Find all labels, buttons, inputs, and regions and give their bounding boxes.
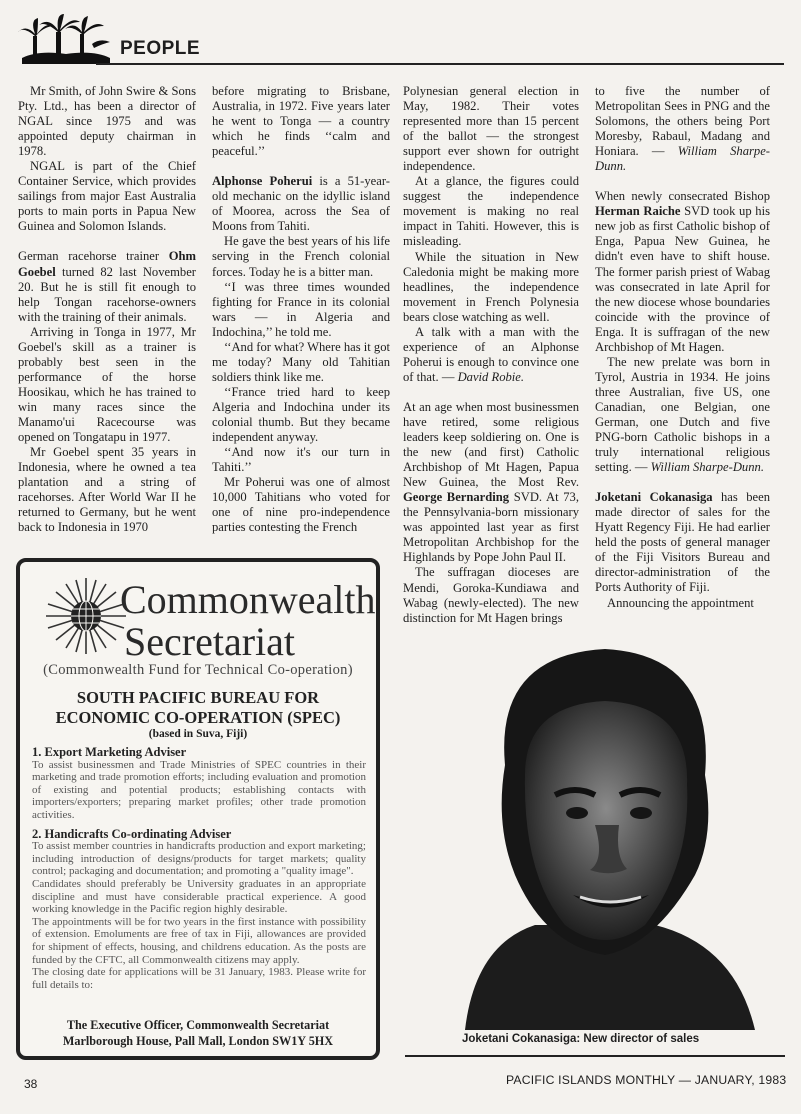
position-description: To assist businessmen and Trade Ministries of SPEC countries in their marketing and trade promotion efforts; including evaluation and promotion of existing and potential products; establishing contacts with importers/exporters; preparing market profiles; other trade promotion activities. [32,758,366,821]
ad-subtitle: (Commonwealth Fund for Technical Co-operation) [43,662,353,678]
paragraph: Arriving in Tonga in 1977, Mr Goebel's skill as a trainer is probably best seen in the performance of the horse Hoosikau, which he has trained to win many races since the Manamo'ui Racecourse was opened on Tongatapu in 1977. [18,324,196,445]
commonwealth-secretariat-advert [16,558,380,1060]
paragraph: Announcing the appointment [607,595,754,610]
paragraph: Mr Goebel spent 35 years in Indonesia, where he owned a tea plantation and a string of racehorses. After World War II he returned to Germany, but he went back to Indonesia in 1970 [18,445,196,535]
magazine-footer: PACIFIC ISLANDS MONTHLY — JANUARY, 1983 [506,1073,787,1087]
article-column-3 [403,84,579,626]
paragraph: Alphonse Poherui is a 51-year-old mechanic on the idyllic island of Moorea, across the Sea of Moons from Tahiti. [212,174,390,234]
person-name: Ohm Goebel [18,249,196,279]
palm-tree-island-logo-icon [18,14,114,64]
ad-terms: The appointments will be for two years in the first instance with possibility of extension. Emoluments are free of tax in Fiji, allowances are provided for shipment of effects, housing, and childrens education. As the posts are funded by the CFTC, all Commonwealth citizens may apply. [32,915,366,966]
ad-location: (based in Suva, Fiji) [148,728,248,740]
paragraph: ‘‘And for what? Where has it got me today? Many old Tahitian soldiers think like me. [212,339,390,384]
commonwealth-globe-logo-icon [42,576,130,656]
paragraph: He gave the best years of his life serving in the French colonial forces. Today he is a bitter man. [212,234,390,279]
ad-heading-line1: SOUTH PACIFIC BUREAU FOR [76,688,320,707]
paragraph: to five the number of Metropolitan Sees in PNG and the Solomons, the others being Port Moresby, Rabaul, Madang and Honiara. — William Sharpe-Dunn. [595,84,770,174]
person-name: Joketani Cokanasiga [595,490,713,505]
paragraph: At a glance, the figures could suggest the independence movement is making no real impact in Tahiti. However, this is misleading. [403,174,579,249]
article-column-4 [595,84,770,611]
paragraph: German racehorse trainer Ohm Goebel turned 82 last November 20. But he is still fit enough to help Tongan racehorse-owners with the training of their animals. [18,249,196,324]
ad-body [32,746,366,991]
paragraph: At an age when most businessmen have retired, some religious leaders keep soldiering on. One is the new (and first) Catholic Archbishop of Mt Hagen, Papua New Guinea, the Most Rev. George Bernarding SVD. At 73, the Pennsylvania-born missionary was appointed last year as first Metropolitan Archbishop for the Highlands by Pope John Paul II. [403,399,579,565]
paragraph: ‘‘And now it's our turn in Tahiti.’’ [212,445,390,475]
byline: David Robie. [457,369,525,384]
ad-closing: The closing date for applications will be 31 January, 1983. Please write for full details to: [32,966,366,991]
paragraph: The new prelate was born in Tyrol, Austria in 1934. He joins three Australian, five US, one Canadian, one Belgian, one German, one Dutch and five PNG-born Catholic bishops in a truly international religious setting. — William Sharpe-Dunn. [595,354,770,475]
paragraph: before migrating to Brisbane, Australia, in 1972. Five years later he went to Tonga — a country which he finds ‘‘calm and peaceful.’’ [212,84,390,159]
paragraph: ‘‘I was three times wounded fighting for France in its colonial wars — in Algeria and Indochina,’’ he told me. [212,279,390,339]
ad-heading-line2: ECONOMIC CO-OPERATION (SPEC) [55,708,341,727]
paragraph: Polynesian general election in May, 1982. Their votes represented more than 15 percent of the ballot — the strongest support ever shown for outright independence. [403,84,579,174]
photo-caption: Joketani Cokanasiga: New director of sales [462,1033,700,1045]
byline: William Sharpe-Dunn. [595,144,770,174]
ad-contact-line1: The Executive Officer, Commonwealth Secretariat [66,1018,330,1032]
ad-title-line2: Secretariat [124,619,295,664]
ad-candidates: Candidates should preferably be University graduates in an appropriate discipline and must have considerable practical experience. A good working knowledge in the Pacific region highly desirable. [32,877,366,916]
paragraph: Mr Poherui was one of almost 10,000 Tahitians who voted for one of nine pro-independence parties contesting the French [212,475,390,535]
article-column-2 [212,84,390,535]
article-column-1 [18,84,196,535]
paragraph: Joketani Cokanasiga has been made director of sales for the Hyatt Regency Fiji. He had earlier held the posts of general manager of the Fiji Visitors Bureau and director-administration of the Ports Authority of Fiji. [595,490,770,595]
paragraph: ‘‘France tried hard to keep Algeria and Indochina under its colonial thumb. But they became independent anyway. [212,384,390,445]
ad-contact-line2: Marlborough House, Pall Mall, London SW1Y 5HX [62,1034,334,1048]
person-name: George Bernarding [403,490,510,505]
position-description: To assist member countries in handicrafts production and export marketing; including introduction of designs/products for target markets; quality control; packaging and documentation; and promoting a "quality image". [32,840,366,878]
paragraph: When newly consecrated Bishop Herman Raiche SVD took up his new job as first Catholic bishop of Enga, Papua New Guinea, he didn't even have to shift house. The former parish priest of Wabag was consecrated in late April for the new diocese whose boundaries coincide with the province of Enga. It is suffragan of the new Archbishop of Mt Hagen. [595,189,770,354]
paragraph: Mr Smith, of John Swire & Sons Pty. Ltd., has been a director of NGAL since 1975 and was appointed deputy chairman in 1978. [18,84,196,159]
page-number: 38 [24,1077,38,1091]
portrait-photo [405,645,783,1030]
position-title: 2. Handicrafts Co-ordinating Adviser [32,826,232,841]
byline: William Sharpe-Dunn. [650,460,764,475]
paragraph: NGAL is part of the Chief Container Service, which provides sailings from major East Australia ports to main ports in Papua New Guinea and Solomon Islands. [18,159,196,234]
paragraph: A talk with a man with the experience of an Alphonse Poherui is enough to convince one of that. — David Robie. [403,324,579,384]
header-rule [96,63,784,65]
person-name: Herman Raiche [595,204,681,219]
caption-rule [405,1055,785,1057]
position-title: 1. Export Marketing Adviser [32,745,187,759]
ad-title-line1: Commonwealth [120,577,376,622]
person-name: Alphonse Poherui [212,174,313,189]
section-title: PEOPLE [120,38,201,59]
paragraph: The suffragan dioceses are Mendi, Goroka-Kundiawa and Wabag (newly-elected). The new distinction for Mt Hagen brings [403,565,579,625]
paragraph: While the situation in New Caledonia might be making more headlines, the independence movement in French Polynesia bears close watching as well. [403,249,579,324]
